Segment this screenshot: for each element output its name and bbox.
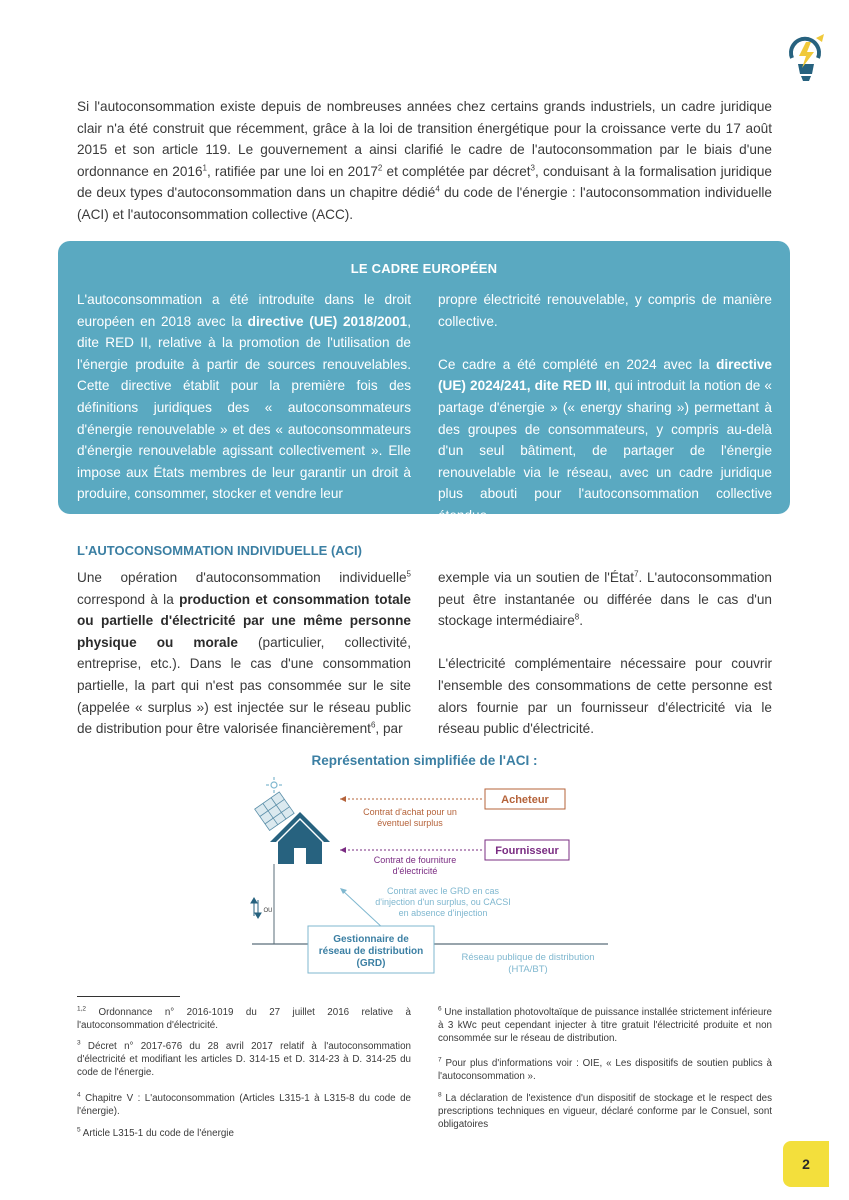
box-left-column: L'autoconsommation a été introduite dans le droit européen en 2018 avec la directive (UE) 2018/2001, dite RED II, relative à la promotion de l'utilisation de l'énergie produite à partir de sources renouvelables. Cette directive établit pour la première fois des définitions juridiques des « autoconsommateurs d'énergie renouvelable » et des « autoconsommateurs d'énergie renouvelable agissant collectivement ». Elle impose aux États membres de leur garantir un droit à produire, consommer, stocker et vendre leur — [77, 292, 411, 502]
grd-line3: (GRD) — [356, 958, 386, 969]
up-down-arrows-icon — [251, 898, 261, 918]
footnote-7: $^7$ Pour plus d'informations voir : OIE, « Les dispositifs de soutien publics à l'autoconsommation ». — [438, 1056, 772, 1082]
diagram-title: Représentation simplifiée de l'ACI : — [311, 753, 538, 768]
arrow-grd — [342, 890, 385, 930]
footnote-1-2: $^{1,2}$ Ordonnance n° 2016-1019 du 27 juillet 2016 relative à l'autoconsommation d'électricité. — [77, 1005, 411, 1031]
box-title: LE CADRE EUROPÉEN — [350, 261, 498, 276]
aci-right-paragraph-2: L'électricité complémentaire nécessaire pour couvrir l'ensemble des consommations de cette personne est alors fournie par un fournisseur d'électricité via le réseau public d'électricité. — [438, 656, 772, 737]
aci-right-paragraph-1: exemple via un soutien de l'État$^7$. L'autoconsommation peut être instantanée ou différée dans le cas d'un stockage intermédiaire$^8$. — [438, 569, 772, 629]
reseau-line1: Réseau publique de distribution — [461, 952, 595, 963]
acheteur-label: Acheteur — [501, 794, 549, 806]
contrat-grd-line1: Contrat avec le GRD en cas — [386, 886, 500, 896]
grd-line2: réseau de distribution — [318, 946, 424, 957]
fournisseur-label: Fournisseur — [495, 845, 559, 857]
footnote-3: $^3$ Décret n° 2017-676 du 28 avril 2017 relatif à l'autoconsommation d'électricité et modifiant les articles D. 314-15 et D. 314-23 à D. 314-25 du code de l'énergie. — [77, 1039, 411, 1078]
footnote-8: $^8$ La déclaration de l'existence d'un dispositif de stockage et le respect des prescriptions techniques en vigueur, déclaré conforme par le Consuel, sont obligatoires — [438, 1091, 772, 1130]
contrat-grd-line3: en absence d'injection — [398, 908, 488, 918]
contrat-achat-line1: Contrat d'achat pour un — [363, 807, 457, 817]
footnote-4: $^4$ Chapitre V : L'autoconsommation (Articles L315-1 à L315-8 du code de l'énergie). — [77, 1091, 411, 1117]
footnote-5: $^5$ Article L315-1 du code de l'énergie — [77, 1126, 234, 1139]
intro-paragraph: Si l'autoconsommation existe depuis de nombreuses années chez certains grands industriels, un cadre juridique clair n'a été construit que récemment, grâce à la loi de transition énergétique pour la croissance verte du 17 août 2015 et son article 119. Le gouvernement a ainsi clarifié le cadre de l'autoconsommation par le biais d'une ordonnance en 2016$^1$, ratifiée par une loi en 2017$^2$ et complétée par décret$^3$, conduisant à la formalisation juridique de deux types d'autoconsommation dans un chapitre dédié$^4$ du code de l'énergie : l'autoconsommation individuelle (ACI) et l'autoconsommation collective (ACC). — [77, 99, 772, 222]
footnote-6: $^6$ Une installation photovoltaïque de puissance installée strictement inférieure à 3 kWc peut cependant injecter à titre gratuit l'électricité produite et non consommée sur le réseau de distribution. — [438, 1005, 772, 1044]
european-framework-box — [58, 241, 790, 523]
contrat-fourniture-line1: Contrat de fourniture — [373, 855, 457, 865]
reseau-line2: (HTA/BT) — [508, 964, 548, 975]
sun-icon — [266, 777, 282, 793]
ou-label: OU — [263, 908, 273, 914]
aci-heading: L'AUTOCONSOMMATION INDIVIDUELLE (ACI) — [77, 543, 362, 558]
aci-left-column: Une opération d'autoconsommation individuelle$^5$ correspond à la production et consommation totale ou partielle d'électricité par une même personne physique ou morale (particulier, collectivité, entreprise, etc.). Dans le cas d'une consommation partielle, la part qui n'est pas consommée sur le site (appelée « surplus ») est injectée sur le réseau public de distribution pour être valorisée financièrement$^6$, par — [77, 569, 411, 737]
aci-right-column — [438, 567, 772, 740]
box-right-paragraph-1: propre électricité renouvelable, y compris de manière collective. — [438, 292, 772, 329]
aci-diagram — [230, 772, 620, 982]
page-number: 2 — [802, 1156, 810, 1172]
box-right-paragraph-2: Ce cadre a été complété en 2024 avec la directive (UE) 2024/241, dite RED III, qui introduit la notion de « partage d'énergie » (« energy sharing ») permettant à des groupes de consommateurs, y compris au-delà d'un seul bâtiment, de partager de l'énergie renouvelable via le réseau, avec un cadre juridique plus abouti pour l'autoconsommation collective étendue. — [438, 356, 772, 523]
contrat-fourniture-line2: d'électricité — [392, 866, 438, 876]
page-number-badge — [783, 1141, 829, 1187]
contrat-achat-line2: éventuel surplus — [377, 818, 443, 828]
bulb-logo-icon — [778, 28, 834, 84]
contrat-grd-line2: d'injection d'un surplus, ou CACSI — [375, 897, 511, 907]
footnote-divider — [77, 996, 180, 997]
grd-line1: Gestionnaire de — [333, 934, 409, 945]
box-right-column — [438, 289, 772, 527]
